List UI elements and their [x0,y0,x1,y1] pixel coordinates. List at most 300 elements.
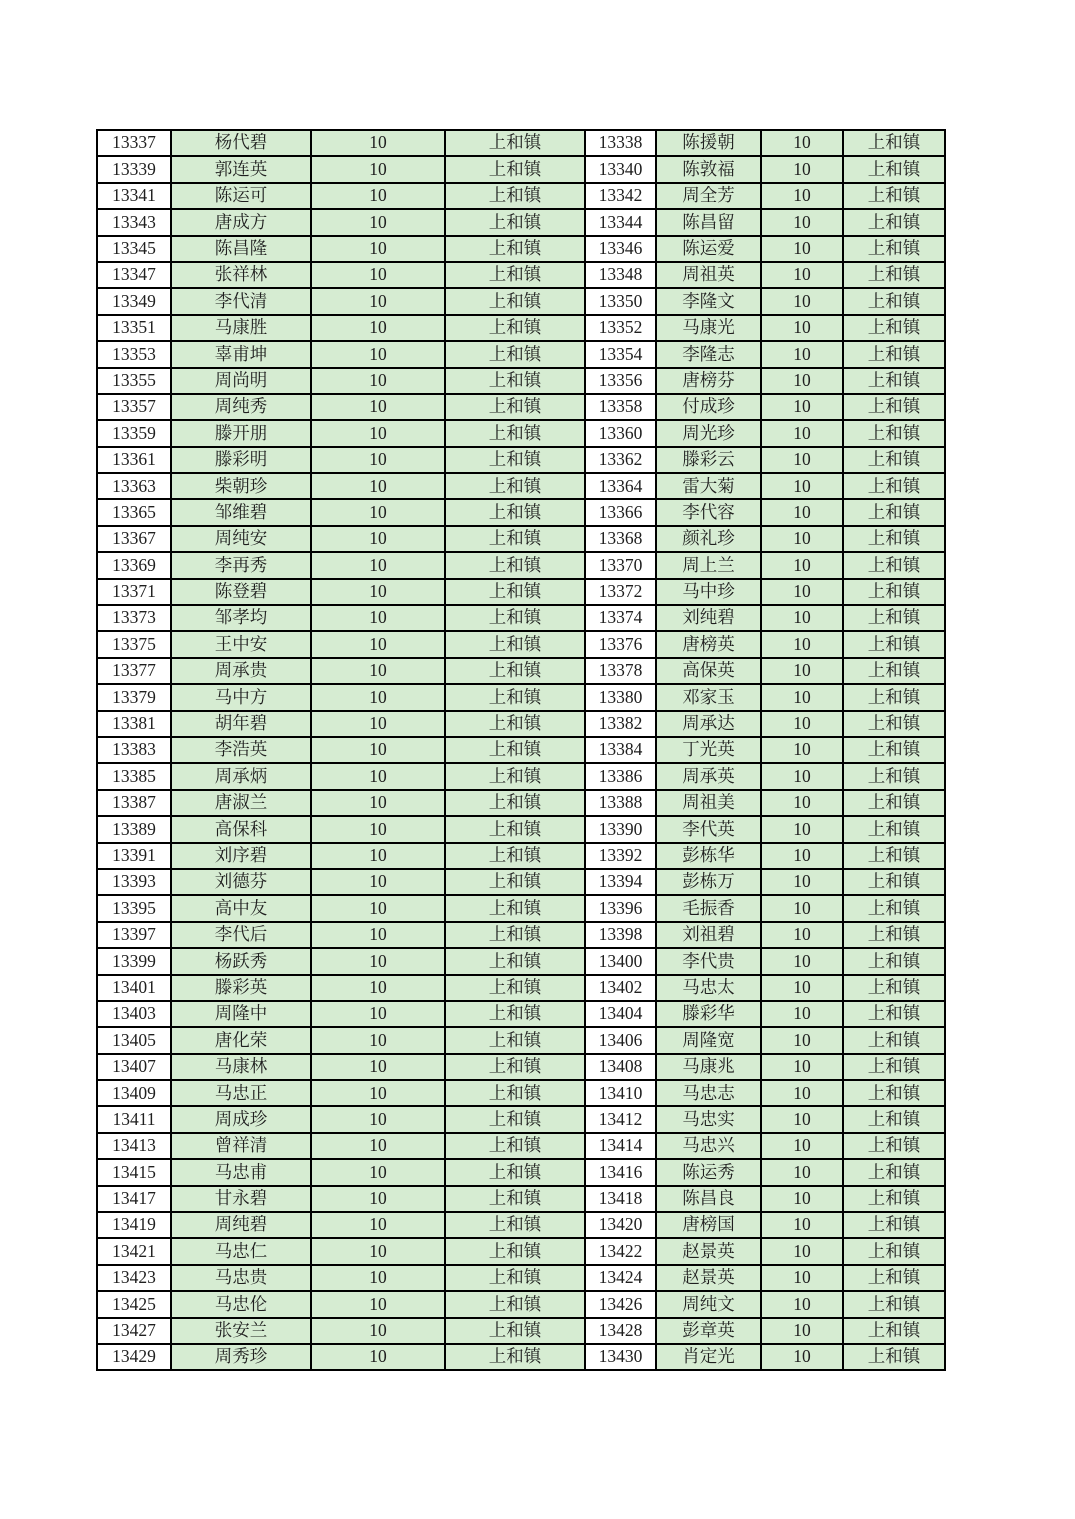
right-name-cell: 马忠实 [656,1106,761,1132]
left-town-cell: 上和镇 [445,1291,585,1317]
table-row [97,1291,945,1317]
left-town-cell: 上和镇 [445,975,585,1001]
right-town-cell: 上和镇 [843,420,945,446]
table-row [97,236,945,262]
right-value-cell: 10 [761,737,843,763]
right-town-cell: 上和镇 [843,1080,945,1106]
left-name-cell: 刘序碧 [171,843,311,869]
table-row [97,552,945,578]
left-name-cell: 周纯秀 [171,394,311,420]
left-value-cell: 10 [311,1027,445,1053]
right-name-cell: 雷大菊 [656,473,761,499]
left-town-cell: 上和镇 [445,183,585,209]
right-id-cell: 13346 [585,236,656,262]
left-town-cell: 上和镇 [445,368,585,394]
left-id-cell: 13355 [97,368,171,394]
left-id-cell: 13413 [97,1133,171,1159]
right-name-cell: 马忠兴 [656,1133,761,1159]
left-id-cell: 13347 [97,262,171,288]
right-name-cell: 周纯文 [656,1291,761,1317]
right-value-cell: 10 [761,1186,843,1212]
right-value-cell: 10 [761,658,843,684]
left-town-cell: 上和镇 [445,579,585,605]
right-id-cell: 13380 [585,684,656,710]
right-town-cell: 上和镇 [843,262,945,288]
left-town-cell: 上和镇 [445,1159,585,1185]
left-value-cell: 10 [311,1291,445,1317]
right-id-cell: 13402 [585,975,656,1001]
right-town-cell: 上和镇 [843,579,945,605]
right-name-cell: 付成珍 [656,394,761,420]
right-name-cell: 马忠志 [656,1080,761,1106]
right-town-cell: 上和镇 [843,315,945,341]
left-town-cell: 上和镇 [445,262,585,288]
table-row [97,790,945,816]
left-id-cell: 13409 [97,1080,171,1106]
right-name-cell: 赵景英 [656,1265,761,1291]
left-value-cell: 10 [311,368,445,394]
left-town-cell: 上和镇 [445,236,585,262]
right-id-cell: 13386 [585,763,656,789]
left-id-cell: 13429 [97,1344,171,1370]
left-id-cell: 13417 [97,1186,171,1212]
left-value-cell: 10 [311,315,445,341]
table-row [97,1344,945,1370]
left-id-cell: 13339 [97,156,171,182]
left-id-cell: 13383 [97,737,171,763]
left-town-cell: 上和镇 [445,711,585,737]
right-name-cell: 彭章英 [656,1318,761,1344]
left-value-cell: 10 [311,1344,445,1370]
right-id-cell: 13394 [585,869,656,895]
right-id-cell: 13408 [585,1054,656,1080]
right-name-cell: 李代容 [656,499,761,525]
right-value-cell: 10 [761,156,843,182]
left-name-cell: 陈昌隆 [171,236,311,262]
left-name-cell: 曾祥清 [171,1133,311,1159]
right-town-cell: 上和镇 [843,684,945,710]
right-id-cell: 13350 [585,288,656,314]
right-id-cell: 13368 [585,526,656,552]
right-name-cell: 刘纯碧 [656,605,761,631]
right-id-cell: 13388 [585,790,656,816]
left-value-cell: 10 [311,288,445,314]
left-id-cell: 13389 [97,816,171,842]
right-name-cell: 颜礼珍 [656,526,761,552]
right-name-cell: 陈昌留 [656,209,761,235]
left-value-cell: 10 [311,843,445,869]
left-value-cell: 10 [311,1159,445,1185]
left-name-cell: 马忠仁 [171,1238,311,1264]
left-value-cell: 10 [311,1106,445,1132]
right-id-cell: 13356 [585,368,656,394]
left-town-cell: 上和镇 [445,1318,585,1344]
left-name-cell: 杨代碧 [171,130,311,156]
right-value-cell: 10 [761,130,843,156]
right-id-cell: 13338 [585,130,656,156]
right-name-cell: 陈昌良 [656,1186,761,1212]
left-town-cell: 上和镇 [445,499,585,525]
right-town-cell: 上和镇 [843,869,945,895]
left-name-cell: 胡年碧 [171,711,311,737]
right-town-cell: 上和镇 [843,156,945,182]
right-name-cell: 马忠太 [656,975,761,1001]
right-name-cell: 肖定光 [656,1344,761,1370]
right-id-cell: 13398 [585,922,656,948]
left-name-cell: 唐成方 [171,209,311,235]
right-value-cell: 10 [761,368,843,394]
right-town-cell: 上和镇 [843,790,945,816]
right-name-cell: 陈运爱 [656,236,761,262]
left-name-cell: 李再秀 [171,552,311,578]
table-row [97,711,945,737]
left-name-cell: 周纯碧 [171,1212,311,1238]
left-id-cell: 13385 [97,763,171,789]
left-value-cell: 10 [311,236,445,262]
left-id-cell: 13375 [97,631,171,657]
left-value-cell: 10 [311,869,445,895]
left-name-cell: 周隆中 [171,1001,311,1027]
right-name-cell: 周隆宽 [656,1027,761,1053]
right-value-cell: 10 [761,1318,843,1344]
right-town-cell: 上和镇 [843,1186,945,1212]
left-id-cell: 13391 [97,843,171,869]
table-row [97,209,945,235]
left-town-cell: 上和镇 [445,737,585,763]
left-value-cell: 10 [311,1133,445,1159]
right-id-cell: 13374 [585,605,656,631]
right-value-cell: 10 [761,1212,843,1238]
left-value-cell: 10 [311,1318,445,1344]
left-name-cell: 李代清 [171,288,311,314]
right-value-cell: 10 [761,1001,843,1027]
left-name-cell: 辜甫坤 [171,341,311,367]
table-row [97,1133,945,1159]
right-id-cell: 13352 [585,315,656,341]
left-town-cell: 上和镇 [445,394,585,420]
left-id-cell: 13421 [97,1238,171,1264]
left-value-cell: 10 [311,816,445,842]
right-value-cell: 10 [761,209,843,235]
right-town-cell: 上和镇 [843,658,945,684]
left-value-cell: 10 [311,1212,445,1238]
left-name-cell: 周尚明 [171,368,311,394]
left-name-cell: 马中方 [171,684,311,710]
left-id-cell: 13403 [97,1001,171,1027]
left-town-cell: 上和镇 [445,526,585,552]
left-name-cell: 周纯安 [171,526,311,552]
left-town-cell: 上和镇 [445,156,585,182]
left-name-cell: 邹维碧 [171,499,311,525]
left-name-cell: 马忠贵 [171,1265,311,1291]
left-id-cell: 13381 [97,711,171,737]
left-name-cell: 陈运可 [171,183,311,209]
right-id-cell: 13406 [585,1027,656,1053]
left-value-cell: 10 [311,579,445,605]
right-name-cell: 李代贵 [656,948,761,974]
left-name-cell: 周成珍 [171,1106,311,1132]
table-row [97,843,945,869]
left-value-cell: 10 [311,1238,445,1264]
right-town-cell: 上和镇 [843,1238,945,1264]
table-row [97,605,945,631]
right-town-cell: 上和镇 [843,394,945,420]
left-name-cell: 刘德芬 [171,869,311,895]
left-town-cell: 上和镇 [445,1106,585,1132]
table-row [97,1159,945,1185]
right-id-cell: 13424 [585,1265,656,1291]
left-name-cell: 李代后 [171,922,311,948]
right-value-cell: 10 [761,262,843,288]
left-town-cell: 上和镇 [445,1186,585,1212]
right-id-cell: 13340 [585,156,656,182]
left-town-cell: 上和镇 [445,1001,585,1027]
left-value-cell: 10 [311,183,445,209]
right-value-cell: 10 [761,1159,843,1185]
left-id-cell: 13427 [97,1318,171,1344]
right-name-cell: 滕彩云 [656,447,761,473]
left-value-cell: 10 [311,922,445,948]
left-value-cell: 10 [311,711,445,737]
table-row [97,869,945,895]
right-town-cell: 上和镇 [843,473,945,499]
left-town-cell: 上和镇 [445,816,585,842]
right-value-cell: 10 [761,341,843,367]
right-id-cell: 13364 [585,473,656,499]
right-id-cell: 13420 [585,1212,656,1238]
right-town-cell: 上和镇 [843,1133,945,1159]
right-town-cell: 上和镇 [843,236,945,262]
right-id-cell: 13414 [585,1133,656,1159]
left-id-cell: 13349 [97,288,171,314]
left-id-cell: 13423 [97,1265,171,1291]
left-value-cell: 10 [311,763,445,789]
left-town-cell: 上和镇 [445,895,585,921]
right-town-cell: 上和镇 [843,1106,945,1132]
right-id-cell: 13358 [585,394,656,420]
table-row [97,1212,945,1238]
right-town-cell: 上和镇 [843,288,945,314]
left-town-cell: 上和镇 [445,1265,585,1291]
right-name-cell: 马康光 [656,315,761,341]
right-value-cell: 10 [761,605,843,631]
right-name-cell: 李隆志 [656,341,761,367]
left-name-cell: 陈登碧 [171,579,311,605]
right-value-cell: 10 [761,869,843,895]
left-name-cell: 周秀珍 [171,1344,311,1370]
right-id-cell: 13382 [585,711,656,737]
right-name-cell: 马中珍 [656,579,761,605]
left-value-cell: 10 [311,499,445,525]
table-row [97,183,945,209]
table-row [97,1318,945,1344]
right-name-cell: 丁光英 [656,737,761,763]
left-value-cell: 10 [311,605,445,631]
table-row [97,368,945,394]
left-id-cell: 13343 [97,209,171,235]
left-town-cell: 上和镇 [445,631,585,657]
right-town-cell: 上和镇 [843,605,945,631]
left-id-cell: 13401 [97,975,171,1001]
table-row [97,315,945,341]
right-value-cell: 10 [761,922,843,948]
right-town-cell: 上和镇 [843,737,945,763]
right-id-cell: 13422 [585,1238,656,1264]
left-value-cell: 10 [311,156,445,182]
left-value-cell: 10 [311,394,445,420]
left-id-cell: 13415 [97,1159,171,1185]
right-id-cell: 13426 [585,1291,656,1317]
right-town-cell: 上和镇 [843,1291,945,1317]
table-row [97,130,945,156]
right-value-cell: 10 [761,499,843,525]
right-id-cell: 13430 [585,1344,656,1370]
left-value-cell: 10 [311,737,445,763]
right-town-cell: 上和镇 [843,843,945,869]
right-value-cell: 10 [761,315,843,341]
left-value-cell: 10 [311,130,445,156]
right-value-cell: 10 [761,288,843,314]
left-value-cell: 10 [311,1080,445,1106]
left-id-cell: 13337 [97,130,171,156]
right-value-cell: 10 [761,183,843,209]
left-name-cell: 马忠甫 [171,1159,311,1185]
left-name-cell: 张安兰 [171,1318,311,1344]
right-town-cell: 上和镇 [843,1344,945,1370]
right-value-cell: 10 [761,579,843,605]
left-name-cell: 高中友 [171,895,311,921]
left-value-cell: 10 [311,1054,445,1080]
left-id-cell: 13393 [97,869,171,895]
left-town-cell: 上和镇 [445,552,585,578]
table-row [97,1106,945,1132]
table-row [97,631,945,657]
left-town-cell: 上和镇 [445,1054,585,1080]
right-id-cell: 13366 [585,499,656,525]
left-id-cell: 13363 [97,473,171,499]
right-value-cell: 10 [761,1027,843,1053]
left-name-cell: 王中安 [171,631,311,657]
table-row [97,526,945,552]
table-row [97,737,945,763]
left-town-cell: 上和镇 [445,130,585,156]
left-town-cell: 上和镇 [445,473,585,499]
table-row [97,1238,945,1264]
table-row [97,948,945,974]
table-row [97,1265,945,1291]
right-id-cell: 13410 [585,1080,656,1106]
left-name-cell: 甘永碧 [171,1186,311,1212]
right-name-cell: 周上兰 [656,552,761,578]
left-id-cell: 13351 [97,315,171,341]
table-row [97,1186,945,1212]
right-town-cell: 上和镇 [843,922,945,948]
right-town-cell: 上和镇 [843,711,945,737]
left-id-cell: 13397 [97,922,171,948]
left-town-cell: 上和镇 [445,869,585,895]
right-id-cell: 13344 [585,209,656,235]
right-value-cell: 10 [761,420,843,446]
right-value-cell: 10 [761,526,843,552]
right-id-cell: 13376 [585,631,656,657]
right-town-cell: 上和镇 [843,130,945,156]
left-town-cell: 上和镇 [445,658,585,684]
left-id-cell: 13365 [97,499,171,525]
right-id-cell: 13342 [585,183,656,209]
right-town-cell: 上和镇 [843,1001,945,1027]
table-row [97,658,945,684]
right-town-cell: 上和镇 [843,1054,945,1080]
right-id-cell: 13396 [585,895,656,921]
left-id-cell: 13353 [97,341,171,367]
left-value-cell: 10 [311,658,445,684]
left-town-cell: 上和镇 [445,1080,585,1106]
right-value-cell: 10 [761,1133,843,1159]
left-town-cell: 上和镇 [445,1133,585,1159]
right-town-cell: 上和镇 [843,368,945,394]
right-id-cell: 13390 [585,816,656,842]
left-id-cell: 13369 [97,552,171,578]
right-id-cell: 13384 [585,737,656,763]
right-value-cell: 10 [761,1238,843,1264]
table-row [97,1001,945,1027]
left-town-cell: 上和镇 [445,1238,585,1264]
left-id-cell: 13345 [97,236,171,262]
right-name-cell: 周祖美 [656,790,761,816]
right-value-cell: 10 [761,790,843,816]
right-name-cell: 陈敦福 [656,156,761,182]
table-row [97,156,945,182]
left-value-cell: 10 [311,341,445,367]
left-value-cell: 10 [311,975,445,1001]
right-town-cell: 上和镇 [843,552,945,578]
right-value-cell: 10 [761,1291,843,1317]
left-name-cell: 杨跃秀 [171,948,311,974]
right-town-cell: 上和镇 [843,816,945,842]
right-town-cell: 上和镇 [843,631,945,657]
roster-table [96,129,946,1371]
right-value-cell: 10 [761,684,843,710]
left-id-cell: 13387 [97,790,171,816]
left-id-cell: 13377 [97,658,171,684]
left-value-cell: 10 [311,262,445,288]
right-town-cell: 上和镇 [843,895,945,921]
right-id-cell: 13392 [585,843,656,869]
right-value-cell: 10 [761,975,843,1001]
table-row [97,473,945,499]
right-id-cell: 13416 [585,1159,656,1185]
right-name-cell: 唐榜芬 [656,368,761,394]
right-town-cell: 上和镇 [843,1265,945,1291]
right-value-cell: 10 [761,816,843,842]
table-row [97,922,945,948]
table-row [97,341,945,367]
left-value-cell: 10 [311,209,445,235]
table-body [97,130,945,1370]
right-name-cell: 周承英 [656,763,761,789]
left-name-cell: 周承贵 [171,658,311,684]
left-value-cell: 10 [311,526,445,552]
right-value-cell: 10 [761,236,843,262]
table-row [97,579,945,605]
left-id-cell: 13371 [97,579,171,605]
right-name-cell: 彭栋华 [656,843,761,869]
right-name-cell: 赵景英 [656,1238,761,1264]
left-id-cell: 13405 [97,1027,171,1053]
left-name-cell: 马忠正 [171,1080,311,1106]
right-town-cell: 上和镇 [843,341,945,367]
right-id-cell: 13372 [585,579,656,605]
